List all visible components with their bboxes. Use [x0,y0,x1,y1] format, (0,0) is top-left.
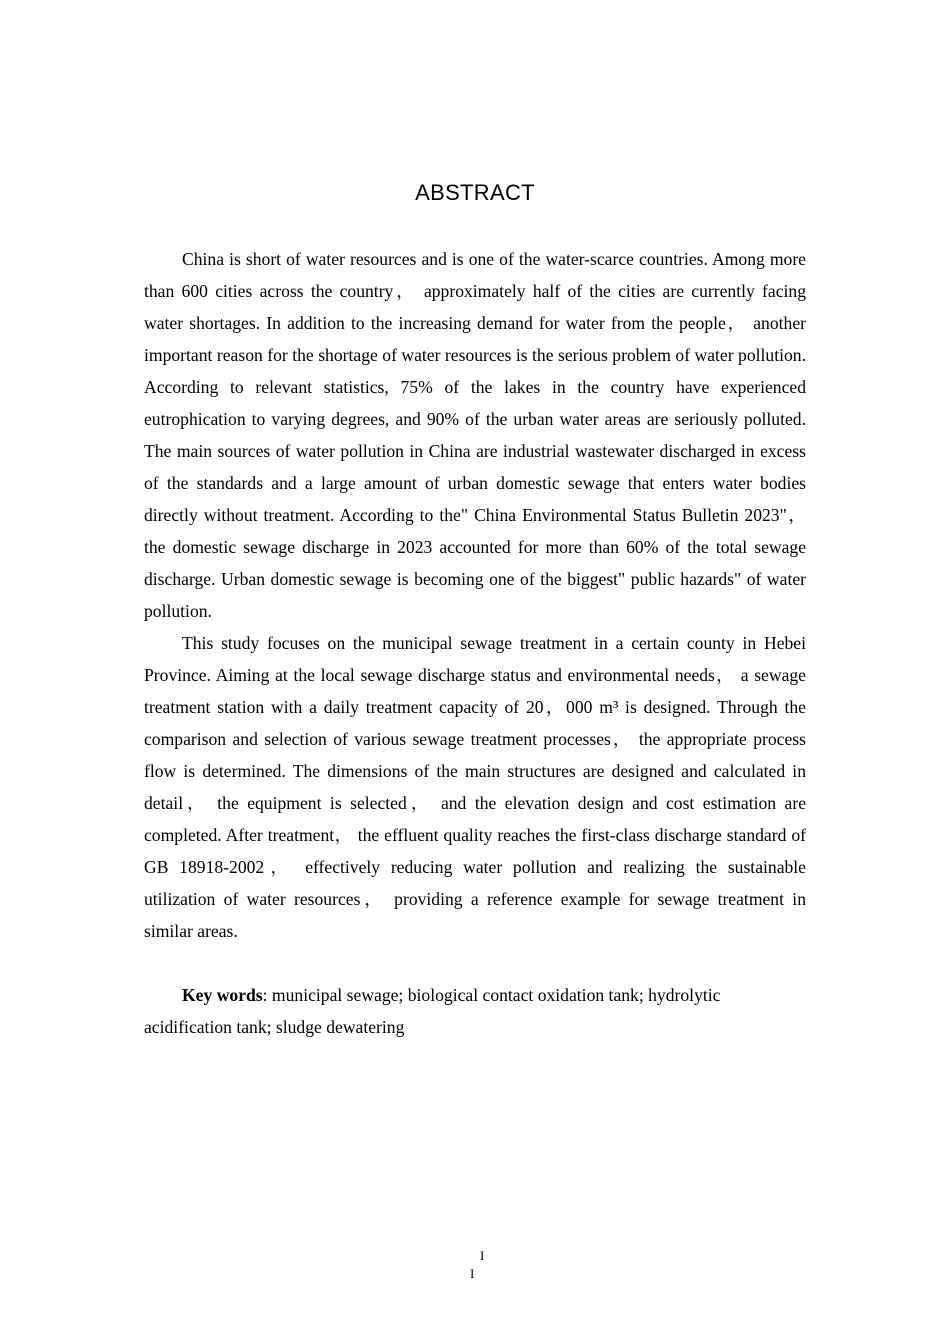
abstract-title: ABSTRACT [415,180,535,205]
abstract-paragraph-1: China is short of water resources and is one of the water-scarce countries. Among more than 600 cities across the country， approximately half of the cities are currently facing water shortages. In addition to the increasing demand for water from the people， another important reason for the shortage of water resources is the serious problem of water pollution. According to relevant statistics, 75% of the lakes in the country have experienced eutrophication to varying degrees, and 90% of the urban water areas are seriously polluted. The main sources of water pollution in China are industrial wastewater discharged in excess of the standards and a large amount of urban domestic sewage that enters water bodies directly without treatment. According to the" China Environmental Status Bulletin 2023"， the domestic sewage discharge in 2023 accounted for more than 60% of the total sewage discharge. Urban domestic sewage is becoming one of the biggest" public hazards" of water pollution. [144,249,806,621]
keywords-label: Key words [182,985,263,1005]
abstract-paragraph-2: This study focuses on the municipal sewage treatment in a certain county in Hebei Province. Aiming at the local sewage discharge status and environmental needs， a sewage treatment station with a daily treatment capacity of 20，000 m³ is designed. Through the comparison and selection of various sewage treatment processes， the appropriate process flow is determined. The dimensions of the main structures are designed and calculated in detail， the equipment is selected， and the elevation design and cost estimation are completed. After treatment， the effluent quality reaches the first-class discharge standard of GB 18918-2002， effectively reducing water pollution and realizing the sustainable utilization of water resources， providing a reference example for sewage treatment in similar areas. [144,633,806,941]
keywords-line [144,979,806,1043]
page-number: I [480,1248,485,1263]
page-number-duplicate: I [470,1266,475,1281]
keywords-separator: : [262,985,268,1005]
abstract-body [144,243,806,1043]
keywords-text: municipal sewage; biological contact oxidation tank; hydrolytic acidification tank; sludge dewatering [144,985,721,1037]
